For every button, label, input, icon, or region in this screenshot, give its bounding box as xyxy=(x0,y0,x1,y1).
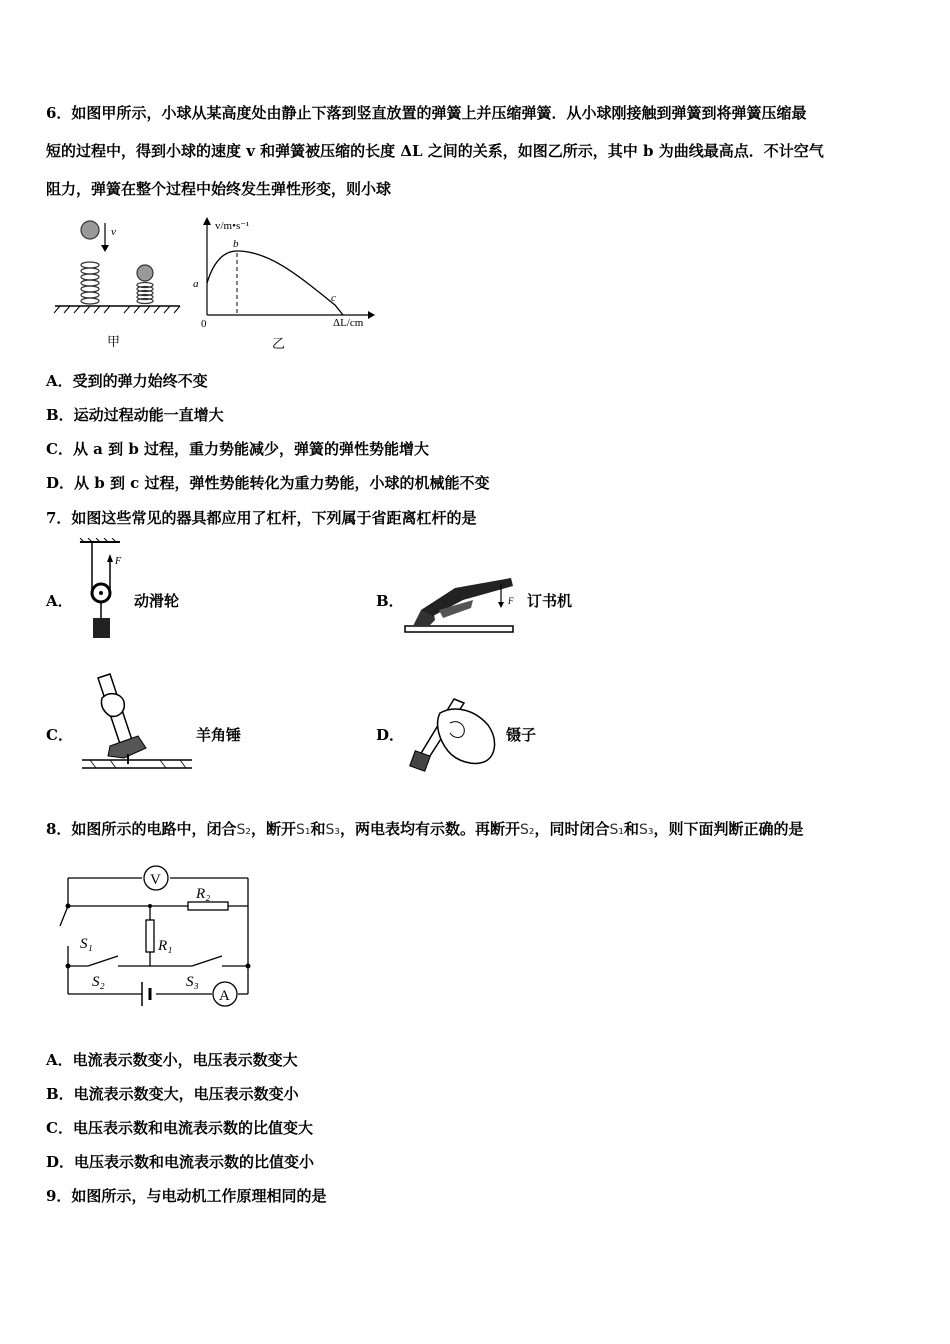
figure-yi-velocity-graph xyxy=(185,215,385,330)
figure-stapler xyxy=(403,570,525,638)
q9-stem: 9．如图所示，与电动机工作原理相同的是 xyxy=(46,1187,327,1205)
svg-text:v: v xyxy=(111,226,116,238)
figure-circuit xyxy=(52,858,262,1008)
q6-stem-line-1: 6．如图甲所示，小球从某高度处由静止下落到竖直放置的弹簧上并压缩弹簧．从小球刚接触到弹簧到将弹簧压缩最 xyxy=(46,104,807,122)
q8-stem-part-a: 8．如图所示的电路中，闭合 xyxy=(46,820,237,838)
q8-switch-s1: S₁ xyxy=(295,822,311,838)
q8-stem-part-f: 和 xyxy=(624,820,640,838)
q7-option-a-name: 动滑轮 xyxy=(134,592,180,610)
graph-point-a-label: a xyxy=(193,278,199,290)
q6-option-c: C．从 a 到 b 过程，重力势能减少，弹簧的弹性势能增大 xyxy=(46,440,430,458)
q7-option-c-name: 羊角锤 xyxy=(196,726,242,744)
q6-stem-line-3: 阻力，弹簧在整个过程中始终发生弹性形变，则小球 xyxy=(46,180,392,198)
q7-option-c-letter: C． xyxy=(46,726,73,744)
q7-option-b-name: 订书机 xyxy=(527,592,573,610)
q6-option-d: D．从 b 到 c 过程，弹性势能转化为重力势能，小球的机械能不变 xyxy=(46,474,490,492)
q7-option-d-name: 镊子 xyxy=(506,726,537,744)
circuit-s2-label: S₂ xyxy=(92,974,105,990)
figure-jia-label: 甲 xyxy=(107,335,121,350)
circuit-s1-label: S₁ xyxy=(80,936,93,952)
q8-switch-s2-again: S₂ xyxy=(520,822,535,838)
q8-option-b: B．电流表示数变大，电压表示数变小 xyxy=(46,1085,299,1103)
q7-stem: 7．如图这些常见的器具都应用了杠杆，下列属于省距离杠杆的是 xyxy=(46,509,477,527)
circuit-ammeter-label: A xyxy=(219,988,230,1004)
q8-stem xyxy=(46,818,804,839)
q8-stem-part-d: ，两电表均有示数。再断开 xyxy=(339,820,520,838)
q7-option-b-letter: B． xyxy=(376,592,404,610)
stapler-force-label: F xyxy=(508,596,514,606)
q8-stem-part-g: ，则下面判断正确的是 xyxy=(653,820,804,838)
circuit-voltmeter-label: V xyxy=(150,872,161,888)
figure-yi-label: 乙 xyxy=(272,337,286,352)
pulley-force-label: F xyxy=(115,556,122,567)
figure-jia-ball-spring xyxy=(50,215,190,320)
q8-stem-part-e: ，同时闭合 xyxy=(534,820,610,838)
q8-switch-s3-again: S₃ xyxy=(639,822,654,838)
q8-stem-part-b: ，断开 xyxy=(250,820,296,838)
q6-option-a: A．受到的弹力始终不变 xyxy=(46,372,208,390)
q8-option-c: C．电压表示数和电流表示数的比值变大 xyxy=(46,1119,313,1137)
figure-claw-hammer xyxy=(80,668,198,776)
graph-point-b-label: b xyxy=(233,238,239,250)
q8-option-a: A．电流表示数变小，电压表示数变大 xyxy=(46,1051,298,1069)
q8-switch-s1-again: S₁ xyxy=(609,822,625,838)
q8-switch-s2: S₂ xyxy=(236,822,251,838)
q8-option-d: D．电压表示数和电流表示数的比值变小 xyxy=(46,1153,315,1171)
circuit-r1-label: R₁ xyxy=(158,938,173,954)
q8-stem-part-c: 和 xyxy=(310,820,326,838)
graph-y-axis-label: v/m•s⁻¹ xyxy=(215,220,250,232)
figure-movable-pulley xyxy=(76,538,131,643)
q8-switch-s3: S₃ xyxy=(325,822,340,838)
circuit-s3-label: S₃ xyxy=(186,974,199,990)
figure-tweezers xyxy=(404,695,504,775)
circuit-r2-label: R₂ xyxy=(196,886,211,902)
q7-option-d-letter: D． xyxy=(376,726,405,744)
graph-origin-label: 0 xyxy=(201,318,207,330)
q6-stem-line-2: 短的过程中，得到小球的速度 v 和弹簧被压缩的长度 ΔL 之间的关系，如图乙所示，其中 b 为曲线最高点．不计空气 xyxy=(46,142,824,160)
graph-x-axis-label: ΔL/cm xyxy=(333,317,364,329)
q7-option-a-letter: A． xyxy=(46,592,73,610)
q6-option-b: B．运动过程动能一直增大 xyxy=(46,406,224,424)
graph-point-c-label: c xyxy=(331,292,336,304)
